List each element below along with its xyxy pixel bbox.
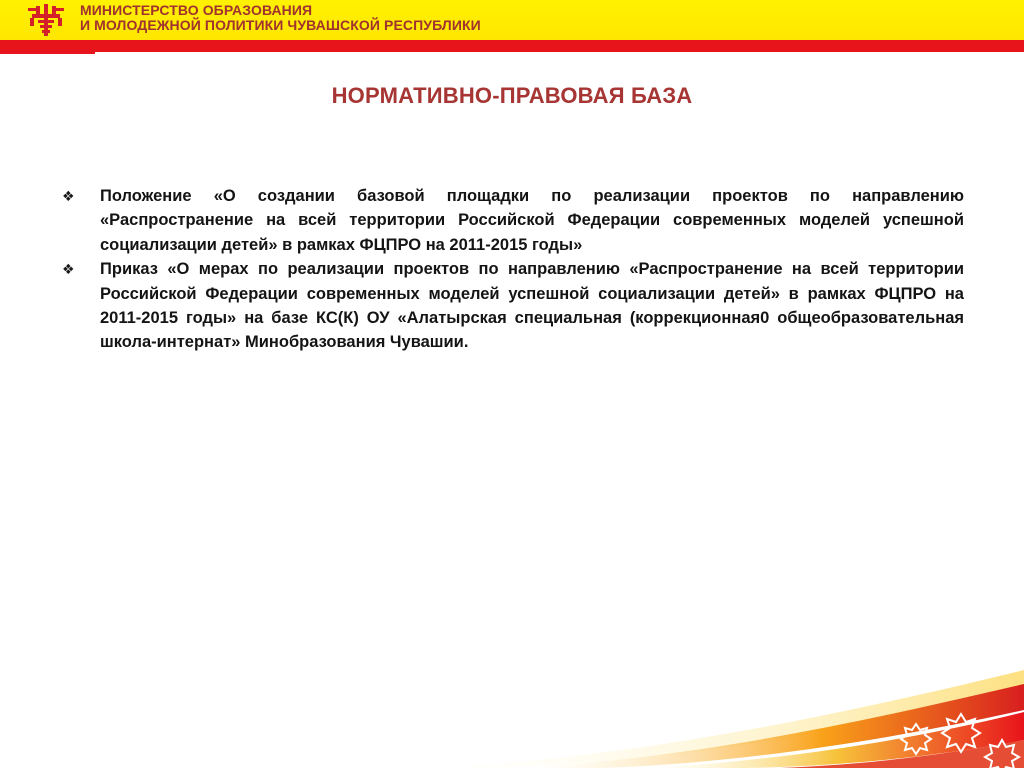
swoosh-stripe <box>420 670 1024 768</box>
swoosh-stripe <box>780 740 1024 768</box>
ministry-name <box>80 3 481 33</box>
list-item-text: Положение «О создании базовой площадки по реализации проектов по направлению «Распространение на всей территории Российской Федерации современных моделей успешной социализации детей» в рамках ФЦПРО на 2011-2015 годы» <box>100 187 964 254</box>
list-item-text: Приказ «О мерах по реализации проектов по направлению «Распространение на всей территории Российской Федерации современных моделей успешной социализации детей» в рамках ФЦПРО на 2011-2015 годы» на базе КС(К) ОУ «Алатырская специальная (коррекционная0 общеобразовательная школа-интернат» Минобразования Чувашии. <box>100 260 964 352</box>
ornament-star-icon <box>901 724 931 754</box>
ministry-line-1: МИНИСТЕРСТВО ОБРАЗОВАНИЯ <box>80 2 313 18</box>
list-item <box>62 184 964 257</box>
list-item <box>62 257 964 355</box>
page-title: НОРМАТИВНО-ПРАВОВАЯ БАЗА <box>331 83 693 108</box>
ministry-line-2: И МОЛОДЕЖНОЙ ПОЛИТИКИ ЧУВАШСКОЙ РЕСПУБЛИКИ <box>80 17 481 33</box>
chuvash-emblem-icon <box>26 0 66 40</box>
document-list <box>62 184 964 355</box>
diamond-bullet-icon: ❖ <box>62 188 75 204</box>
swoosh-stripe <box>650 712 1024 768</box>
header-red-stripe <box>0 40 1024 52</box>
diamond-bullet-icon: ❖ <box>62 261 75 278</box>
header-underline <box>0 52 95 54</box>
ornament-star-icon <box>985 740 1019 768</box>
ornament-star-icon <box>942 714 980 752</box>
swoosh-stripe <box>520 684 1024 768</box>
